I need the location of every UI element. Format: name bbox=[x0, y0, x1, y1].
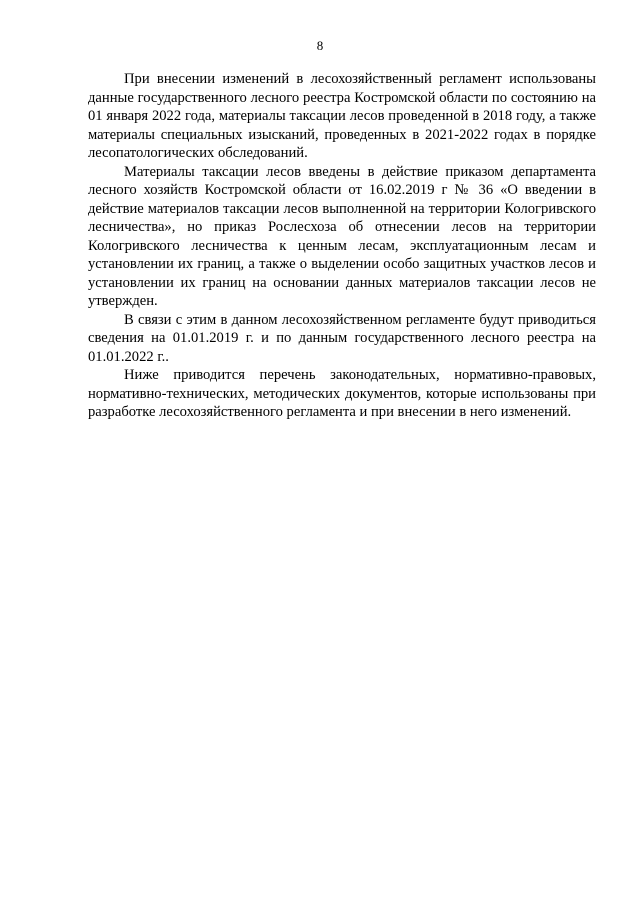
document-body bbox=[88, 70, 596, 422]
paragraph-documents-list-intro: Ниже приводится перечень законодательных, нормативно-правовых, нормативно-технических, методических документов, которые использованы при разработке лесохозяйственного регламента и при внесении в него изменений. bbox=[88, 367, 596, 420]
paragraph-data-sources: При внесении изменений в лесохозяйственный регламент использованы данные государственного лесного реестра Костромской области по состоянию на 01 января 2022 года, материалы таксации лесов проведенной в 2018 году, а также материалы специальных изысканий, проведенных в 2021-2022 годах в порядке лесопатологических обследований. bbox=[88, 71, 596, 161]
page-number: 8 bbox=[316, 38, 324, 53]
paragraph-taxation-order: Материалы таксации лесов введены в действие приказом департамента лесного хозяйств Костромской области от 16.02.2019 г № 36 «О введении в действие материалов таксации лесов выполненной на территории Кологривского лесничества», но приказ Рослесхоза об отнесении лесов на территории Кологривского лесничества к ценным лесам, эксплуатационным лесам и установлении их границ, а также о выделении особо защитных участков лесов и установлении их границ на основании данных материалов таксации лесов не утвержден. bbox=[88, 163, 596, 309]
paragraph-data-dates: В связи с этим в данном лесохозяйственном регламенте будут приводиться сведения на 01.01.2019 г. и по данным государственного лесного реестра на 01.01.2022 г.. bbox=[88, 311, 596, 365]
